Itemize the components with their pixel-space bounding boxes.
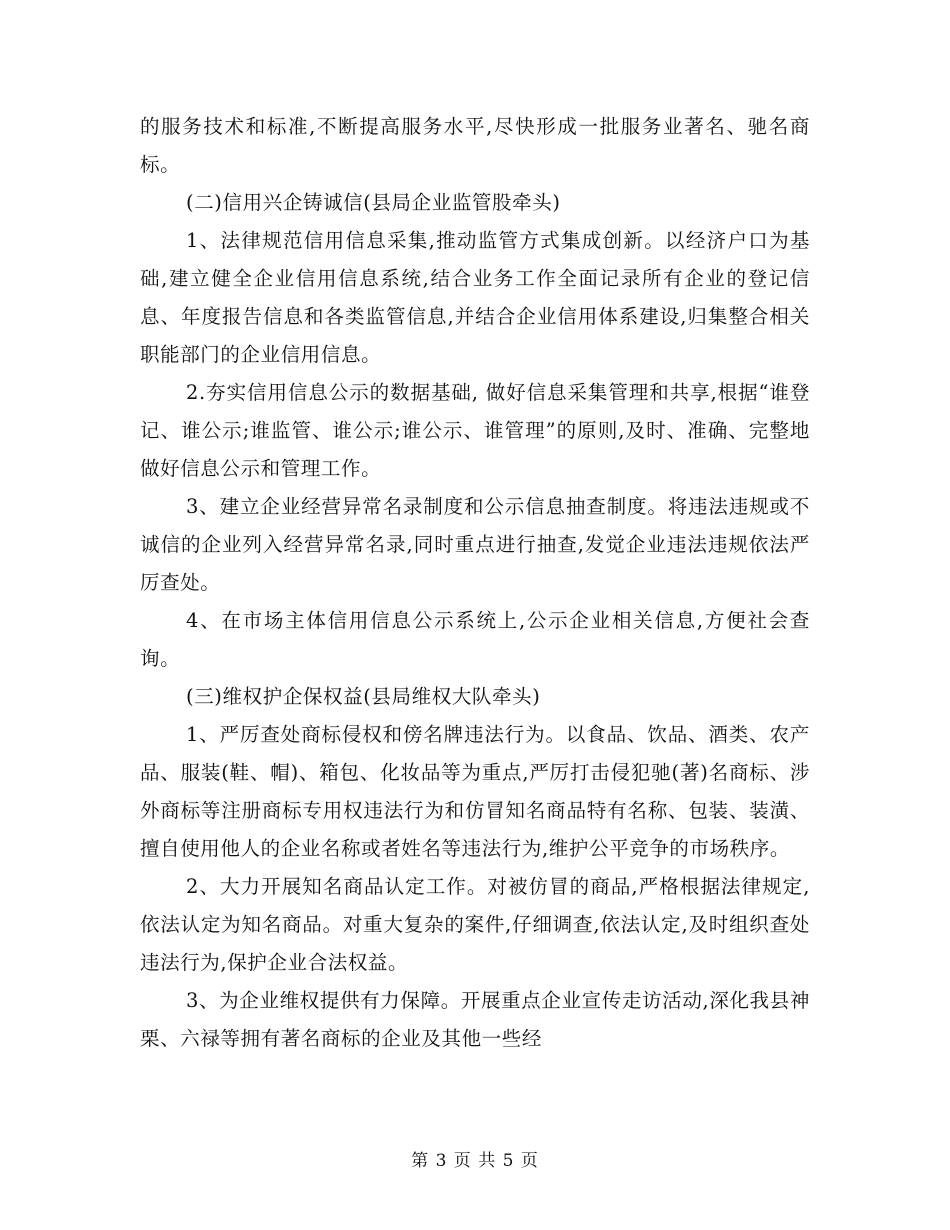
paragraph-credit-item-2: 2.夯实信用信息公示的数据基础, 做好信息采集管理和共享,根据“谁登记、谁公示;谁监管、谁公示;谁公示、谁管理”的原则,及时、准确、完整地做好信息公示和管理工作。 (140, 381, 810, 480)
document-body (140, 108, 810, 1058)
page-number-footer: 第 3 页 共 5 页 (411, 1151, 539, 1171)
section-heading-rights: (三)维权护企保权益(县局维权大队牵头) (186, 685, 541, 708)
paragraph-credit-item-3: 3、建立企业经营异常名录制度和公示信息抽查制度。将违法违规或不诚信的企业列入经营异常名录,同时重点进行抽查,发觉企业违法违规依法严厉查处。 (140, 495, 810, 594)
paragraph-rights-item-3: 3、为企业维权提供有力保障。开展重点企业宣传走访活动,深化我县神栗、六禄等拥有著名商标的企业及其他一些经 (140, 989, 810, 1050)
paragraph-rights-item-1: 1、严厉查处商标侵权和傍名牌违法行为。以食品、饮品、酒类、农产品、服装(鞋、帽)、箱包、化妆品等为重点,严厉打击侵犯驰(著)名商标、涉外商标等注册商标专用权违法行为和仿冒知名商品特有名称、包装、装潢、擅自使用他人的企业名称或者姓名等违法行为,维护公平竞争的市场秩序。 (140, 723, 810, 860)
paragraph-continuation: 的服务技术和标准,不断提高服务水平,尽快形成一批服务业著名、驰名商标。 (140, 115, 810, 176)
paragraph-credit-item-4: 4、在市场主体信用信息公示系统上,公示企业相关信息,方便社会查询。 (140, 609, 810, 670)
section-heading-credit: (二)信用兴企铸诚信(县局企业监管股牵头) (186, 191, 561, 214)
paragraph-credit-item-1: 1、法律规范信用信息采集,推动监管方式集成创新。以经济户口为基础,建立健全企业信用信息系统,结合业务工作全面记录所有企业的登记信息、年度报告信息和各类监管信息,并结合企业信用体系建设,归集整合相关职能部门的企业信用信息。 (140, 229, 810, 366)
paragraph-rights-item-2: 2、大力开展知名商品认定工作。对被仿冒的商品,严格根据法律规定,依法认定为知名商品。对重大复杂的案件,仔细调查,依法认定,及时组织查处违法行为,保护企业合法权益。 (140, 875, 810, 974)
